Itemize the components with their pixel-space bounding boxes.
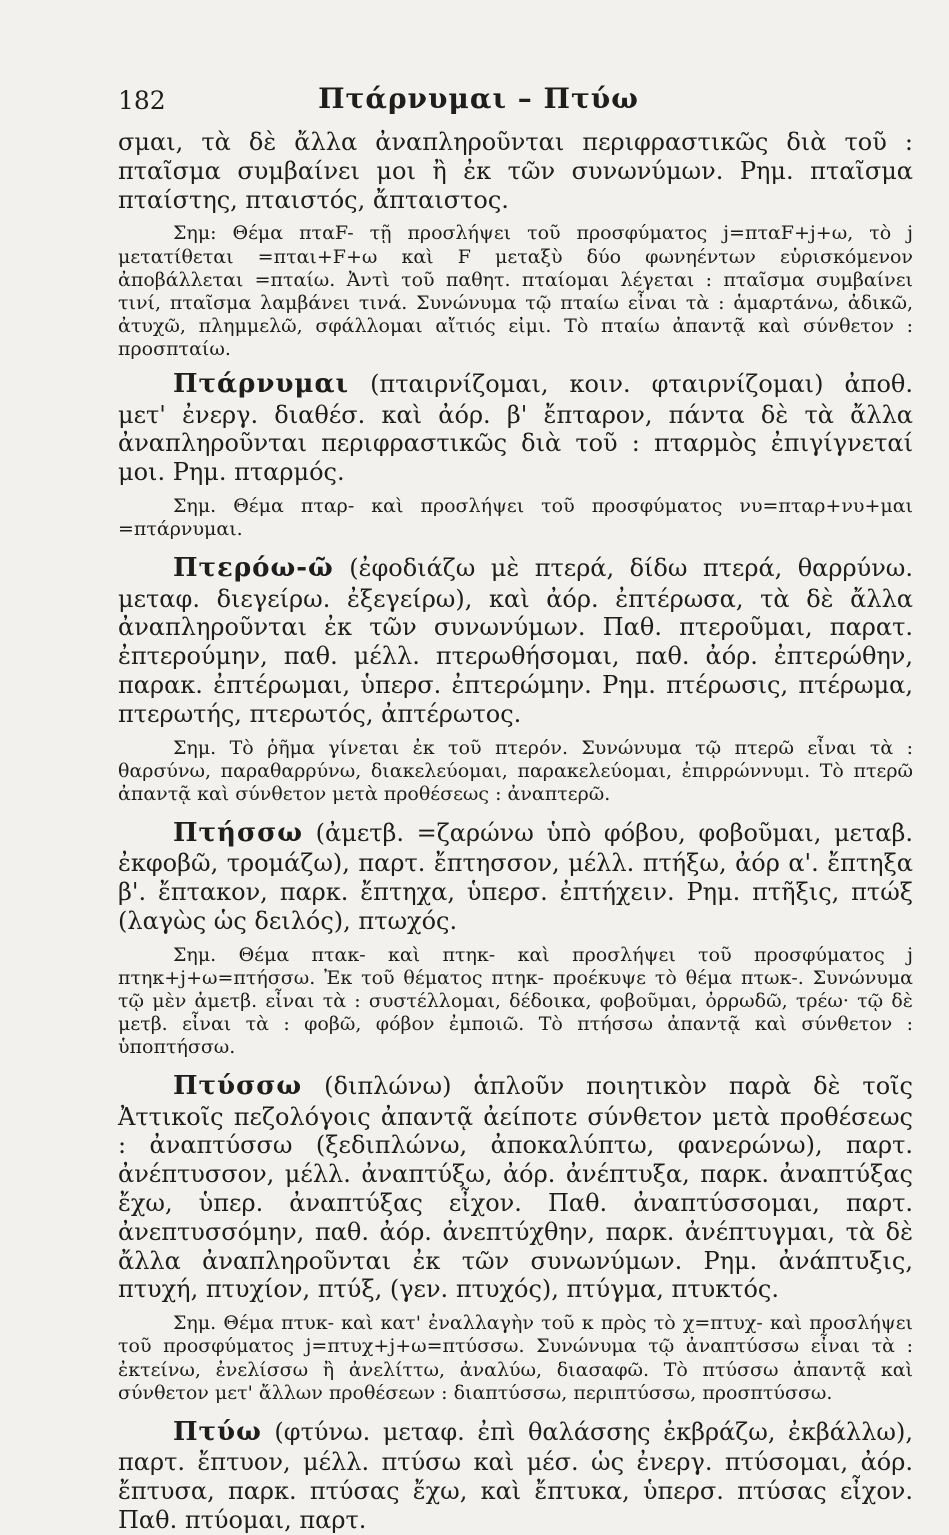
note-paragraph — [118, 1312, 913, 1405]
note-paragraph — [118, 944, 913, 1060]
entry-ptysso — [118, 1071, 913, 1304]
note-text: Σημ. Θέμα πτυκ- καὶ κατ' ἐναλλαγὴν τοῦ κ πρὸς τὸ χ=πτυχ- καὶ προσλήψει τοῦ προσφύματος j=πτυχ+j+ω=πτύσσω. Συνώνυμα τῷ ἀναπτύσσω εἶναι τὰ : ἐκτείνω, ἐνελίσσω ἢ ἀνελίττω, ἀναλύω, διασαφῶ. Τὸ πτύσσω ἀπαντᾷ καὶ σύνθετον μετ' ἄλλων προθέσεων : διαπτύσσω, περιπτύσσω, προσπτύσσω. — [118, 1312, 913, 1404]
paragraph-text: σμαι, τὰ δὲ ἄλλα ἀναπληροῦνται περιφραστικῶς διὰ τοῦ : πταῖσμα συμβαίνει μοι ἢ ἐκ τῶν συνωνύμων. Ρημ. πταῖσμα πταίστης, πταιστός, ἄπταιστος. — [118, 128, 913, 214]
entry-text: (φτύνω. μεταφ. ἐπὶ θαλάσσης ἐκβράζω, ἐκβάλλω), παρτ. ἔπτυον, μέλλ. πτύσω καὶ μέσ. ὡς ἐνεργ. πτύσομαι, ἀόρ. ἔπτυσα, παρκ. πτύσας ἔχω, καὶ ἔπτυκα, ὑπερσ. πτύσας εἶχον. Παθ. πτύομαι, παρτ. — [118, 1417, 913, 1534]
note-paragraph — [118, 495, 913, 541]
entry-ptarnymai — [118, 369, 913, 487]
running-title: Πτάρνυμαι – Πτύω — [318, 82, 639, 115]
note-text: Σημ. Τὸ ῥῆμα γίνεται ἐκ τοῦ πτερόν. Συνώνυμα τῷ πτερῶ εἶναι τὰ : θαρσύνω, παραθαρρύνω, διακελεύομαι, παρακελεύομαι, ἐπιρρώννυμι. Τὸ πτερῶ ἀπαντᾷ καὶ σύνθετον μετὰ προθέσεως : ἀναπτερῶ. — [118, 736, 913, 805]
note-text: Σημ. Θέμα πταρ- καὶ προσλήψει τοῦ προσφύματος νυ=πταρ+νυ+μαι =πτάρνυμαι. — [118, 495, 913, 541]
entry-text: (πταιρνίζομαι, κοιν. φταιρνίζομαι) ἀποθ. μετ' ἐνεργ. διαθέσ. καὶ ἀόρ. β' ἔπταρον, πάντα δὲ τὰ ἄλλα ἀναπληροῦνται περιφραστικῶς διὰ τοῦ : πταρμὸς ἐπιγίγνεταί μοι. Ρημ. πταρμός. — [118, 370, 913, 487]
entry-text: (ἀμετβ. =ζαρώνω ὑπὸ φόβου, φοβοῦμαι, μεταβ. ἐκφοβῶ, τρομάζω), παρτ. ἔπτησσον, μέλλ. πτήξω, ἀόρ α'. ἔπτηξα β'. ἔπτακον, παρκ. ἔπτηχα, ὑπερσ. ἐπτήχειν. Ρημ. πτῆξις, πτώξ (λαγὼς ὡς δειλός), πτωχός. — [118, 819, 913, 935]
entry-ptesso — [118, 818, 913, 936]
headword: Πτύσσω — [173, 1071, 303, 1102]
headword: Πτήσσω — [173, 818, 304, 849]
page-number: 182 — [118, 86, 166, 115]
note-text: Σημ: Θέμα πταF- τῇ προσλήψει τοῦ προσφύματος j=πταF+j+ω, τὸ j μετατίθεται =πται+F+ω καὶ F μεταξὺ δύο φωνηέντων εὑρισκόμενον ἀποβάλλεται =πταίω. Ἀντὶ τοῦ παθητ. πταίομαι λέγεται : πταῖσμα συμβαίνει τινί, πταῖσμα λαμβάνει τινά. Συνώνυμα τῷ πταίω εἶναι τὰ : ἁμαρτάνω, ἀδικῶ, ἀτυχῶ, πλημμελῶ, σφάλλομαι αἴτιός εἰμι. Τὸ πταίω ἀπαντᾷ καὶ σύνθετον : προσπταίω. — [118, 222, 913, 361]
entry-ptyo — [118, 1417, 913, 1535]
entry-pteroo — [118, 553, 913, 728]
dictionary-text — [118, 128, 913, 1535]
note-paragraph — [118, 222, 913, 361]
note-paragraph — [118, 737, 913, 807]
page-header — [118, 78, 839, 118]
headword: Πτάρνυμαι — [173, 369, 350, 400]
continuation-paragraph — [118, 128, 913, 214]
note-text: Σημ. Θέμα πτακ- καὶ πτηκ- καὶ προσλήψει τοῦ προσφύματος j πτηκ+j+ω=πτήσσω. Ἐκ τοῦ θέματος πτηκ- προέκυψε τὸ θέμα πτωκ-. Συνώνυμα τῷ μὲν ἀμετβ. εἶναι τὰ : συστέλλομαι, δέδοικα, φοβοῦμαι, ὀρρωδῶ, τρέω· τῷ δὲ μετβ. εἶναι τὰ : φοβῶ, φόβον ἐμποιῶ. Τὸ πτήσσω ἀπαντᾷ καὶ σύνθετον : ὑποπτήσσω. — [118, 943, 913, 1059]
headword: Πτύω — [173, 1416, 262, 1447]
entry-text: (ἐφοδιάζω μὲ πτερά, δίδω πτερά, θαρρύνω. μεταφ. διεγείρω. ἐξεγείρω), καὶ ἀόρ. ἐπτέρωσα, τὰ δὲ ἄλλα ἀναπληροῦνται ἐκ τῶν συνωνύμων. Παθ. πτεροῦμαι, παρατ. ἐπτερούμην, παθ. μέλλ. πτερωθήσομαι, παθ. ἀόρ. ἐπτερώθην, παρακ. ἐπτέρωμαι, ὑπερσ. ἐπτερώμην. Ρημ. πτέρωσις, πτέρωμα, πτερωτής, πτερωτός, ἀπτέρωτος. — [118, 554, 913, 728]
entry-text: (διπλώνω) ἁπλοῦν ποιητικὸν παρὰ δὲ τοῖς Ἀττικοῖς πεζολόγοις ἀπαντᾷ ἀείποτε σύνθετον μετὰ προθέσεως : ἀναπτύσσω (ξεδιπλώνω, ἀποκαλύπτω, φανερώνω), παρτ. ἀνέπτυσσον, μέλλ. ἀναπτύξω, ἀόρ. ἀνέπτυξα, παρκ. ἀναπτύξας ἔχω, ὑπερ. ἀναπτύξας εἶχον. Παθ. ἀναπτύσσομαι, παρτ. ἀνεπτυσσόμην, παθ. ἀόρ. ἀνεπτύχθην, παρκ. ἀνέπτυγμαι, τὰ δὲ ἄλλα ἀναπληροῦνται ἐκ τῶν συνωνύμων. Ρημ. ἀνάπτυξις, πτυχή, πτυχίον, πτύξ, (γεν. πτυχός), πτύγμα, πτυκτός. — [118, 1072, 913, 1304]
headword: Πτερόω-ῶ — [173, 553, 334, 584]
